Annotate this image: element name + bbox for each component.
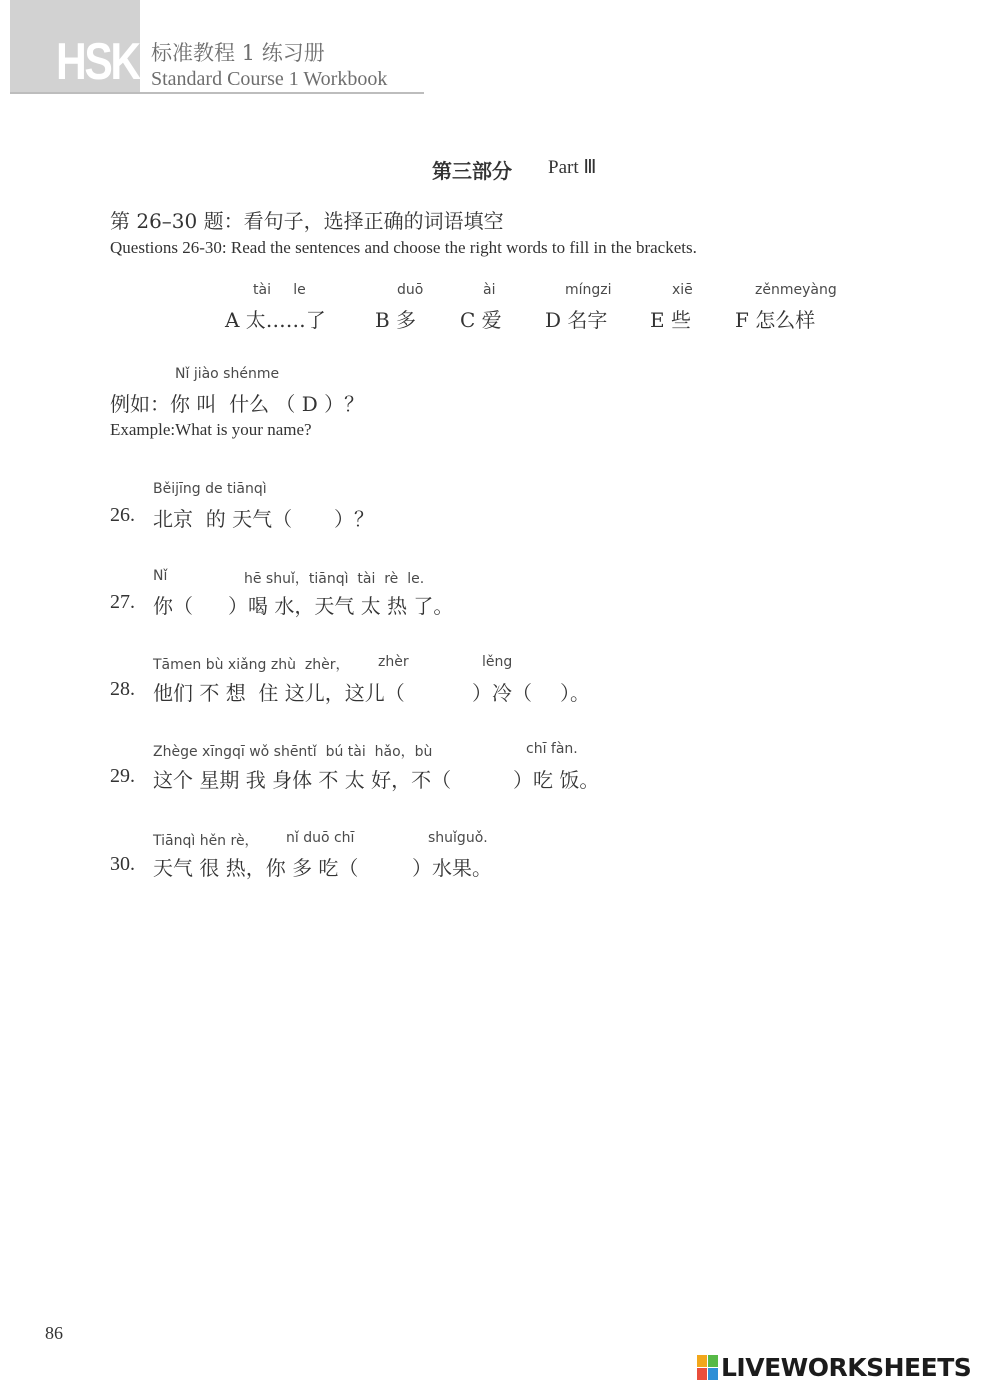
q27-pinyin-1: Nǐ bbox=[153, 568, 168, 584]
option-pinyin: míngzi bbox=[565, 282, 612, 298]
q28-text-part2: ）冷（ bbox=[472, 681, 532, 705]
option-pinyin: duō bbox=[397, 282, 424, 298]
option-pinyin: tài le bbox=[253, 282, 306, 298]
header-title-en: Standard Course 1 Workbook bbox=[151, 68, 388, 90]
option-text: C 爱 bbox=[460, 308, 502, 332]
header-title-cn: 标准教程 1 练习册 bbox=[151, 41, 325, 65]
q28-pinyin-2: zhèr bbox=[378, 654, 409, 670]
q28-number: 28. bbox=[110, 678, 135, 700]
option-pinyin: ài bbox=[483, 282, 496, 298]
q29-number: 29. bbox=[110, 765, 135, 787]
q26-text-part2: ）？ bbox=[334, 507, 374, 531]
q30-pinyin-2: nǐ duō chī bbox=[286, 830, 355, 846]
q29-pinyin-1: Zhège xīngqī wǒ shēntǐ bú tài hǎo，bù bbox=[153, 744, 433, 760]
q30-text-part1: 天气 很 热，你 多 吃（ bbox=[153, 856, 359, 880]
q28-text-part1: 他们 不 想 住 这儿，这儿（ bbox=[153, 681, 405, 705]
q26-number: 26. bbox=[110, 504, 135, 526]
q26-text-part1: 北京 的 天气（ bbox=[153, 507, 293, 531]
example-text: 例如：你 叫 什么 （ D ）？ bbox=[110, 392, 365, 416]
option-text: D 名字 bbox=[545, 308, 608, 332]
page-number: 86 bbox=[45, 1323, 63, 1343]
q29-pinyin-2: chī fàn. bbox=[526, 741, 578, 757]
q29-text-part1: 这个 星期 我 身体 不 太 好，不（ bbox=[153, 768, 452, 792]
q28-text-part3: ）。 bbox=[560, 681, 590, 705]
q29-text-part2: ）吃 饭。 bbox=[513, 768, 600, 792]
hsk-logo: HSK bbox=[56, 33, 139, 91]
q27-number: 27. bbox=[110, 591, 135, 613]
option-pinyin: xiē bbox=[672, 282, 693, 298]
option-text: A 太……了 bbox=[225, 308, 326, 332]
q27-pinyin-2: hē shuǐ，tiānqì tài rè le. bbox=[244, 571, 425, 587]
option-text: E 些 bbox=[650, 308, 691, 332]
q30-pinyin-3: shuǐguǒ. bbox=[428, 830, 488, 846]
liveworksheets-logo-text: LIVEWORKSHEETS bbox=[721, 1353, 972, 1382]
q27-text-part1: 你（ bbox=[153, 594, 193, 618]
section-title-en: Part Ⅲ bbox=[548, 157, 597, 178]
instructions-en: Questions 26-30: Read the sentences and choose the right words to fill in the brackets. bbox=[110, 238, 697, 257]
option-text: B 多 bbox=[375, 308, 417, 332]
q28-pinyin-3: lěng bbox=[482, 654, 513, 670]
q30-pinyin-1: Tiānqì hěn rè， bbox=[153, 833, 259, 849]
header-divider bbox=[10, 92, 424, 94]
option-text: F 怎么样 bbox=[735, 308, 816, 332]
q26-pinyin: Běijīng de tiānqì bbox=[153, 481, 267, 497]
q28-pinyin-1: Tāmen bù xiǎng zhù zhèr， bbox=[153, 657, 350, 673]
instructions-cn: 第 26–30 题：看句子，选择正确的词语填空 bbox=[110, 209, 504, 233]
example-pinyin: Nǐ jiào shénme bbox=[175, 366, 280, 382]
q30-text-part2: ）水果。 bbox=[412, 856, 492, 880]
q27-text-part2: ）喝 水，天气 太 热 了。 bbox=[228, 594, 454, 618]
option-pinyin: zěnmeyàng bbox=[755, 282, 837, 298]
section-title-cn: 第三部分 bbox=[432, 159, 512, 183]
q30-number: 30. bbox=[110, 853, 135, 875]
liveworksheets-logo-icon bbox=[697, 1355, 719, 1381]
example-translation: Example:What is your name? bbox=[110, 420, 312, 439]
